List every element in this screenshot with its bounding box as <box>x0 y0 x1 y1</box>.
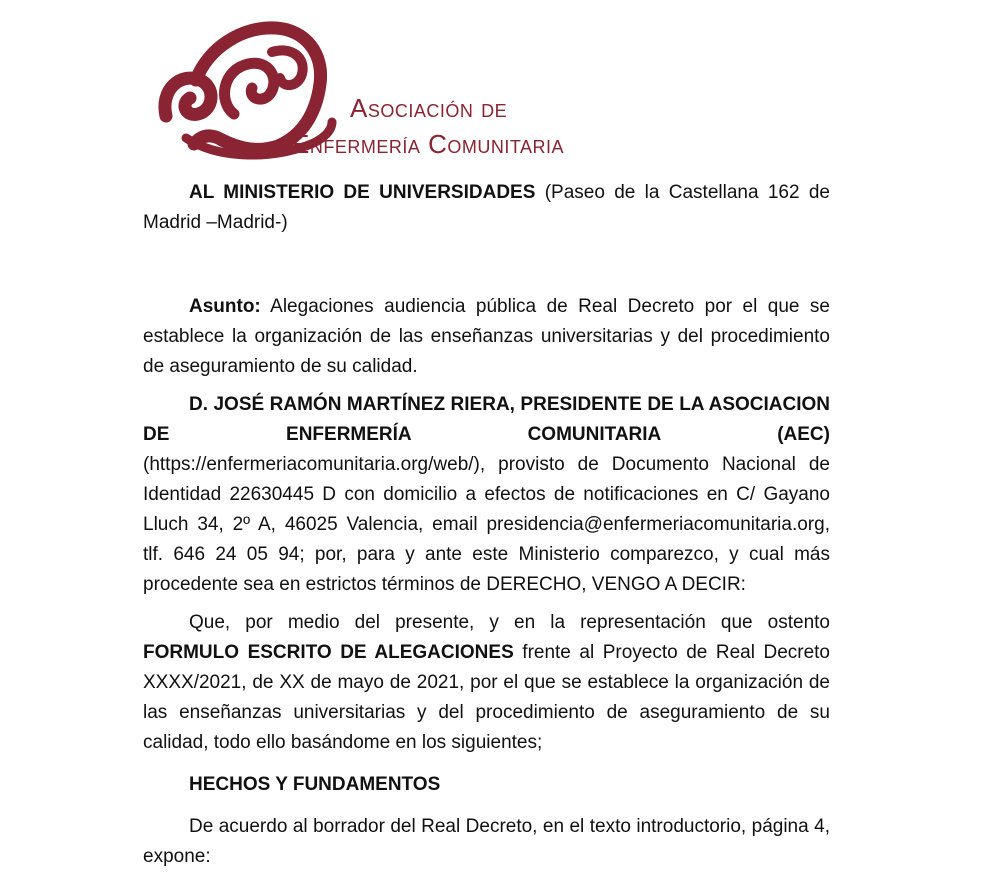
statement-bold: FORMULO ESCRITO DE ALEGACIONES <box>143 642 514 663</box>
addressee-paragraph <box>143 178 830 238</box>
statement-paragraph <box>143 608 830 758</box>
letter-body <box>143 178 830 872</box>
header-logo <box>150 18 630 166</box>
closing-paragraph: De acuerdo al borrador del Real Decreto, en el texto introductorio, página 4, expone: <box>143 816 830 867</box>
declarant-text: (https://enfermeriacomunitaria.org/web/), provisto de Documento Nacional de Identidad 22630445 D con domicilio a efectos de notificaciones en C/ Gayano Lluch 34, 2º A, 46025 Valencia, email presidencia@enfermeriacomunitaria.org, tlf. 646 24 05 94; por, para y ante este Ministerio comparezco, y cual más procedente sea en estrictos términos de DERECHO, VENGO A DECIR: <box>143 454 830 595</box>
org-name-line-2: Enfermería Comunitaria <box>292 129 565 159</box>
statement-text: frente al Proyecto de Real Decreto XXXX/2021, de XX de mayo de 2021, por el que se establece la organización de las enseñanzas universitarias y del procedimiento de aseguramiento de su calidad, todo ello basándome en los siguientes; <box>143 642 830 753</box>
declarant-paragraph <box>143 390 830 600</box>
addressee-text: (Paseo de la Castellana 162 de Madrid –Madrid-) <box>143 182 830 233</box>
statement-intro: Que, por medio del presente, y en la representación que ostento <box>189 612 830 633</box>
declarant-bold: D. JOSÉ RAMÓN MARTÍNEZ RIERA, PRESIDENTE DE LA ASOCIACION DE ENFERMERÍA COMUNITARIA (AEC) <box>143 394 830 445</box>
subject-paragraph <box>143 292 830 382</box>
organization-name <box>292 90 565 162</box>
subject-text: Alegaciones audiencia pública de Real Decreto por el que se establece la organización de las enseñanzas universitarias y del procedimiento de aseguramiento de su calidad. <box>143 296 830 377</box>
subject-label: Asunto: <box>189 296 261 317</box>
addressee-bold: AL MINISTERIO DE UNIVERSIDADES <box>189 182 536 203</box>
org-name-line-1: Asociación de <box>350 93 508 123</box>
section-heading: HECHOS Y FUNDAMENTOS <box>189 774 441 795</box>
